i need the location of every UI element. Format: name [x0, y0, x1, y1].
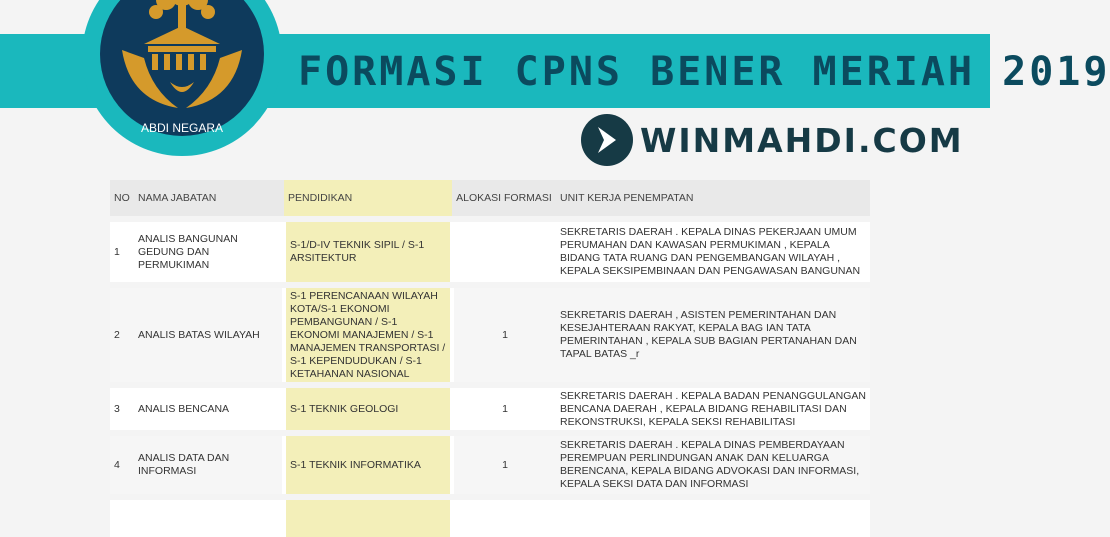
- brand-name: WINMAHDI.COM: [640, 120, 964, 160]
- header-unit: UNIT KERJA PENEMPATAN: [556, 180, 870, 219]
- cell-pendidikan: S-1 TEKNIK INFORMATIKA: [284, 433, 452, 497]
- cell-unit: SEKRETARIS DAERAH . KEPALA DINAS PEKERJAAN UMUM PERUMAHAN DAN KAWASAN PERMUKIMAN , KEPALA BIDANG TATA RUANG DAN PENGEMBANGAN WILAYAH , KEPALA SEKSIPEMBINAAN DAN PENGAWASAN BANGUNAN: [556, 219, 870, 285]
- cell-unit: SEKRETARIS DAERAH , ASISTEN PEMERINTAHAN DAN KESEJAHTERAAN RAKYAT, KEPALA BAG IAN TATA PEMERINTAHAN , KEPALA SUB BAGIAN PERTANAHAN DAN TAPAL BATAS _r: [556, 285, 870, 385]
- cell-no: [110, 497, 134, 537]
- header-alokasi: ALOKASI FORMASI: [452, 180, 556, 219]
- cell-jabatan: ANALIS BANGUNAN GEDUNG DAN PERMUKIMAN: [134, 219, 284, 285]
- cell-no: 4: [110, 433, 134, 497]
- cell-alokasi: 1: [452, 433, 556, 497]
- cell-alokasi: 1: [452, 285, 556, 385]
- table-row: [110, 385, 870, 433]
- cell-no: 3: [110, 385, 134, 433]
- emblem-text: ABDI NEGARA: [140, 121, 224, 135]
- cell-pendidikan: [284, 497, 452, 537]
- table-row: [110, 497, 870, 537]
- table-row: [110, 219, 870, 285]
- cell-jabatan: ANALIS BENCANA: [134, 385, 284, 433]
- table-row: [110, 433, 870, 497]
- cell-no: 2: [110, 285, 134, 385]
- garuda-emblem-icon: [82, 0, 282, 162]
- page-title: FORMASI CPNS BENER MERIAH 2019: [298, 49, 1110, 95]
- cell-pendidikan: S-1 TEKNIK GEOLOGI: [284, 385, 452, 433]
- header-jabatan: NAMA JABATAN: [134, 180, 284, 219]
- header-pendidikan: PENDIDIKAN: [284, 180, 452, 219]
- cell-jabatan: ANALIS DATA DAN INFORMASI: [134, 433, 284, 497]
- cell-no: 1: [110, 219, 134, 285]
- cell-alokasi: 1: [452, 385, 556, 433]
- cell-pendidikan: S-1/D-IV TEKNIK SIPIL / S-1 ARSITEKTUR: [284, 219, 452, 285]
- cell-pendidikan: S-1 PERENCANAAN WILAYAH KOTA/S-1 EKONOMI PEMBANGUNAN / S-1 EKONOMI MANAJEMEN / S-1 MANAJEMEN TRANSPORTASI / S-1 KEPENDUDUKAN / S-1 KETAHANAN NASIONAL: [284, 285, 452, 385]
- cell-alokasi: [452, 497, 556, 537]
- play-arrow-icon: [580, 113, 634, 167]
- cell-alokasi: [452, 219, 556, 285]
- cell-unit: SEKRETARIS DAERAH . KEPALA BADAN PENANGGULANGAN BENCANA DAERAH , KEPALA BIDANG REHABILITASI DAN REKONSTRUKSI, KEPALA SEKSI REHABILITASI: [556, 385, 870, 433]
- cell-jabatan: [134, 497, 284, 537]
- cell-unit: [556, 497, 870, 537]
- brand-logo[interactable]: [580, 112, 964, 168]
- cell-jabatan: ANALIS BATAS WILAYAH: [134, 285, 284, 385]
- cell-unit: SEKRETARIS DAERAH . KEPALA DINAS PEMBERDAYAAN PEREMPUAN PERLINDUNGAN ANAK DAN KELUARGA BERENCANA, KEPALA BIDANG ADVOKASI DAN INFORMASI, KEPALA SEKSI DATA DAN INFORMASI: [556, 433, 870, 497]
- formation-table: [110, 180, 870, 537]
- table-header-row: [110, 180, 870, 219]
- header-no: NO: [110, 180, 134, 219]
- table-row: [110, 285, 870, 385]
